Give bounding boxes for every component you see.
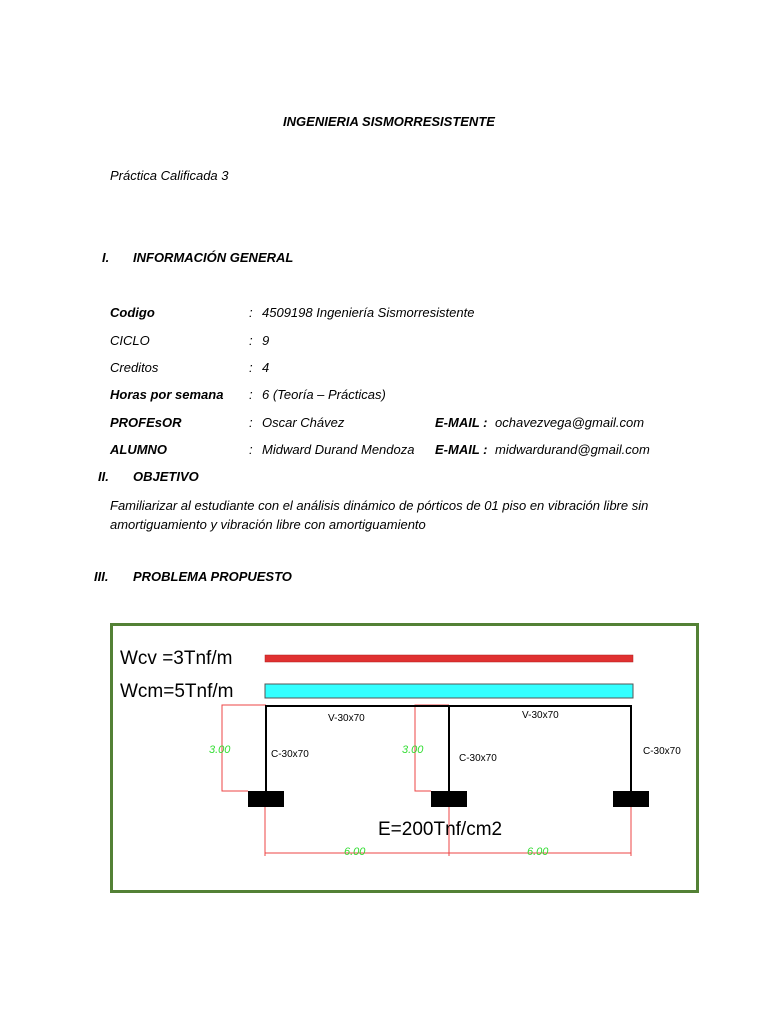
beam-label-left: V-30x70	[328, 713, 365, 724]
info-value-alumno: Midward Durand Mendoza	[262, 442, 415, 457]
span-dimension-left: 6.00	[344, 846, 366, 858]
info-email-label-profesor: E-MAIL :	[435, 415, 488, 430]
info-email-alumno: midwardurand@gmail.com	[495, 442, 650, 457]
info-colon: :	[249, 305, 253, 320]
column-label-left: C-30x70	[271, 749, 309, 760]
info-value-codigo: 4509198 Ingeniería Sismorresistente	[262, 305, 475, 320]
live-load-label: Wcv =3Tnf/m	[120, 648, 233, 669]
info-email-profesor: ochavezvega@gmail.com	[495, 415, 645, 430]
section-2-number: II.	[98, 469, 109, 484]
info-label-ciclo: CICLO	[110, 333, 150, 348]
height-dimension-middle: 3.00	[402, 744, 424, 756]
section-1-title: INFORMACIÓN GENERAL	[133, 250, 294, 265]
column-label-middle: C-30x70	[459, 753, 497, 764]
info-label-codigo: Codigo	[110, 305, 155, 320]
dead-load-bar	[265, 684, 633, 698]
document-title: INGENIERIA SISMORRESISTENTE	[283, 114, 495, 129]
info-value-profesor: Oscar Chávez	[262, 415, 345, 430]
section-2-title: OBJETIVO	[133, 469, 199, 484]
footing-left	[248, 791, 284, 807]
info-colon: :	[249, 415, 253, 430]
info-colon: :	[249, 360, 253, 375]
info-value-ciclo: 9	[262, 333, 270, 348]
info-label-alumno: ALUMNO	[110, 442, 168, 457]
footing-middle	[431, 791, 467, 807]
info-colon: :	[249, 333, 253, 348]
info-label-horas: Horas por semana	[110, 387, 224, 402]
beam-label-right: V-30x70	[522, 710, 559, 721]
info-colon: :	[249, 442, 253, 457]
info-label-creditos: Creditos	[110, 360, 159, 375]
section-3-title: PROBLEMA PROPUESTO	[133, 569, 292, 584]
info-label-profesor: PROFEsOR	[110, 415, 182, 430]
dead-load-label: Wcm=5Tnf/m	[120, 681, 234, 702]
section-3-number: III.	[94, 569, 109, 584]
info-value-creditos: 4	[262, 360, 270, 375]
height-dimension-left: 3.00	[209, 744, 231, 756]
frame-diagram	[110, 623, 699, 893]
info-value-horas: 6 (Teoría – Prácticas)	[262, 387, 386, 402]
info-colon: :	[249, 387, 253, 402]
section-1-number: I.	[102, 250, 110, 265]
info-email-label-alumno: E-MAIL :	[435, 442, 488, 457]
footing-right	[613, 791, 649, 807]
column-label-right: C-30x70	[643, 746, 681, 757]
span-dimension-right: 6.00	[527, 846, 549, 858]
elastic-modulus-label: E=200Tnf/cm2	[378, 819, 503, 840]
document-subtitle: Práctica Calificada 3	[110, 168, 229, 183]
objective-paragraph: Familiarizar al estudiante con el análisis dinámico de pórticos de 01 piso en vibración libre sin amortiguamiento y vibración libre con amortiguamiento	[110, 498, 649, 532]
live-load-bar	[265, 655, 633, 662]
